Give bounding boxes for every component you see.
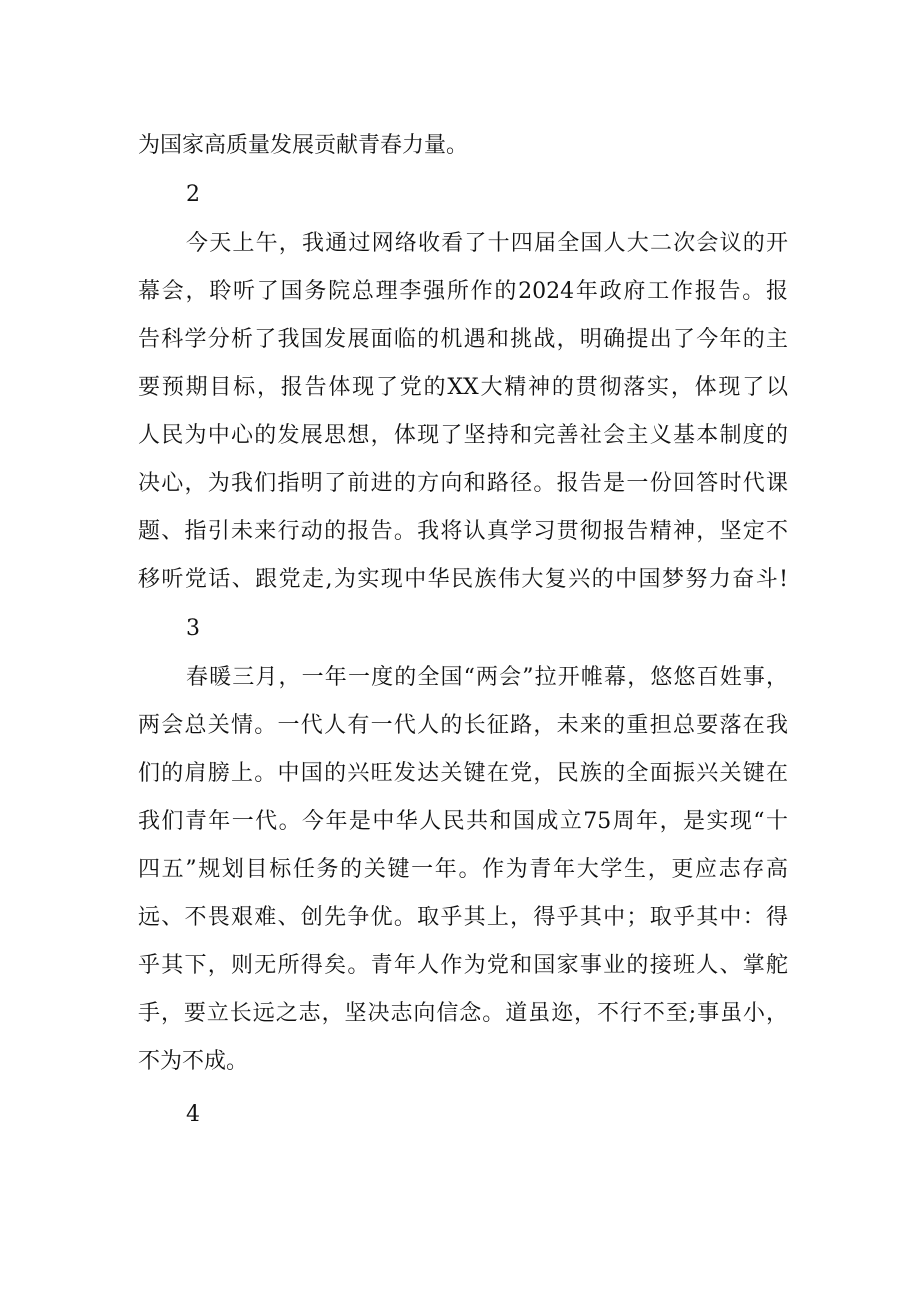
section-number-3: 3: [186, 616, 200, 641]
paragraph-line: 乎其下，则无所得矣。青年人作为党和国家事业的接班人、掌舵: [138, 953, 788, 978]
paragraph-line: 今天上午，我通过网络收看了十四届全国人大二次会议的开: [186, 231, 788, 256]
section-number-4: 4: [186, 1102, 200, 1127]
paragraph-line: 四五”规划目标任务的关键一年。作为青年大学生，更应志存高: [138, 857, 788, 882]
paragraph-line: 远、不畏艰难、创先争优。取乎其上，得乎其中；取乎其中：得: [138, 905, 788, 930]
paragraph-line: 手，要立长远之志，坚决志向信念。道虽迩，不行不至;事虽小，: [138, 1001, 788, 1026]
section-number-2: 2: [186, 182, 200, 207]
paragraph-line: 要预期目标，报告体现了党的XX大精神的贯彻落实，体现了以: [138, 375, 788, 400]
paragraph-line: 不为不成。: [138, 1049, 249, 1074]
paragraph-line: 两会总关情。一代人有一代人的长征路，未来的重担总要落在我: [138, 713, 788, 738]
paragraph-line: 移听党话、跟党走,为实现中华民族伟大复兴的中国梦努力奋斗!: [138, 567, 788, 592]
paragraph-line: 告科学分析了我国发展面临的机遇和挑战，明确提出了今年的主: [138, 327, 788, 352]
paragraph-line: 春暖三月，一年一度的全国“两会”拉开帷幕，悠悠百姓事，: [186, 665, 788, 690]
paragraph-line: 幕会，聆听了国务院总理李强所作的2024年政府工作报告。报: [138, 279, 788, 304]
paragraph-line: 们的肩膀上。中国的兴旺发达关键在党，民族的全面振兴关键在: [138, 761, 788, 786]
paragraph-line: 人民为中心的发展思想，体现了坚持和完善社会主义基本制度的: [138, 423, 788, 448]
paragraph-line: 题、指引未来行动的报告。我将认真学习贯彻报告精神，坚定不: [138, 519, 788, 544]
paragraph-line: 决心，为我们指明了前进的方向和路径。报告是一份回答时代课: [138, 471, 788, 496]
intro-tail-line: 为国家高质量发展贡献青春力量。: [138, 133, 469, 158]
paragraph-line: 我们青年一代。今年是中华人民共和国成立75周年，是实现“十: [138, 809, 788, 834]
